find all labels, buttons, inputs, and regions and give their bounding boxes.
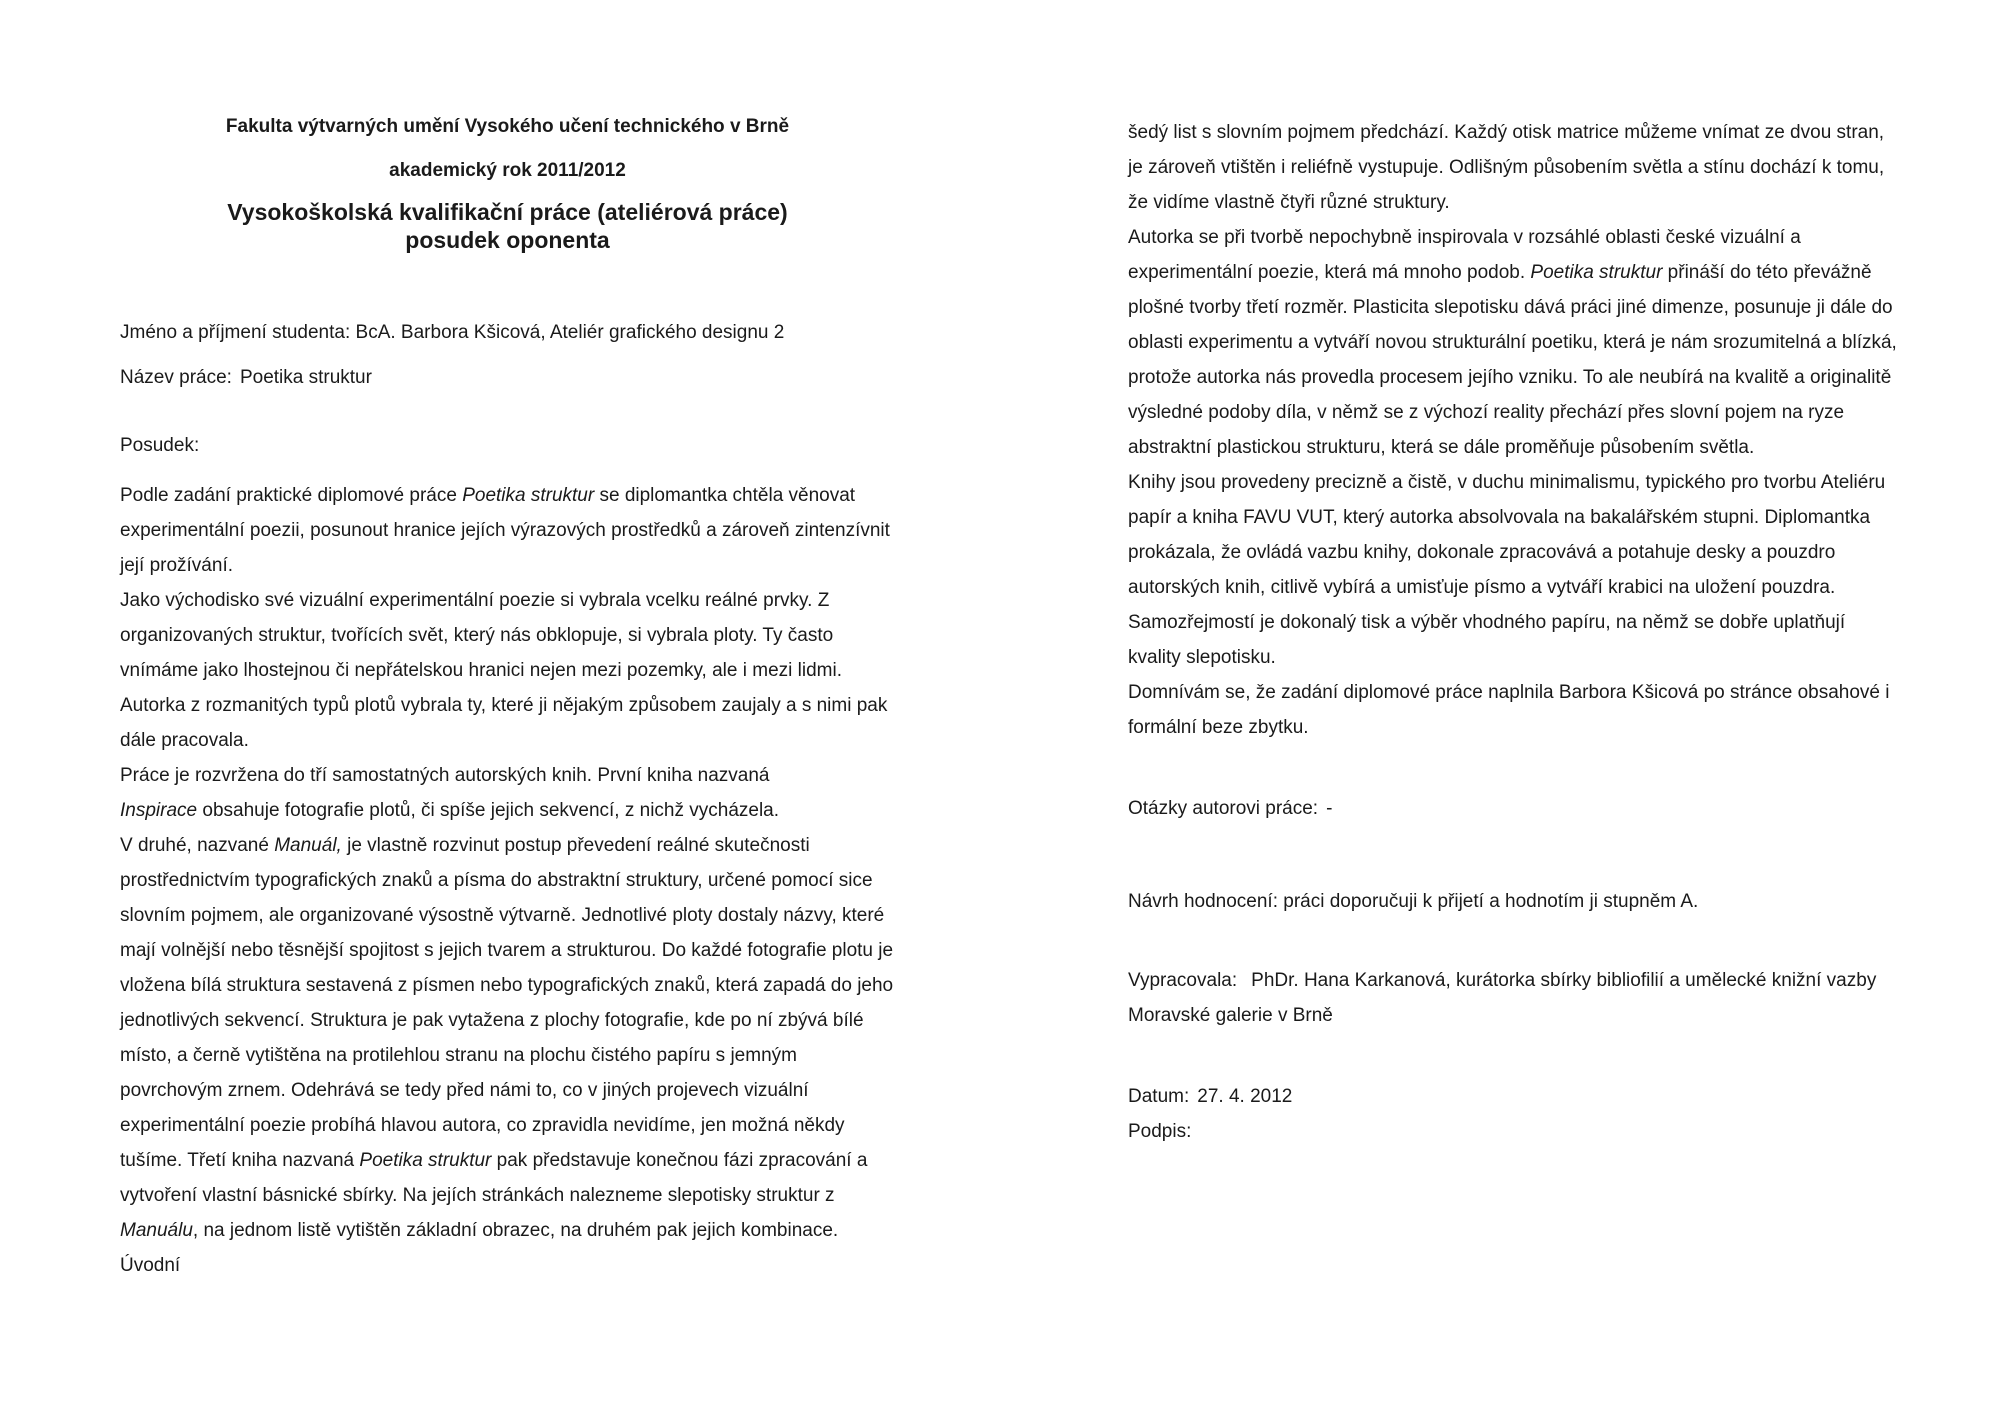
work-title-value: Poetika struktur — [239, 367, 372, 388]
document-title-line2: posudek oponenta — [405, 227, 610, 253]
date-value: 27. 4. 2012 — [1197, 1086, 1293, 1107]
date-label: Datum: — [1128, 1086, 1190, 1107]
document-title — [120, 198, 895, 254]
review-body-right — [1128, 115, 1898, 745]
student-label: Jméno a příjmení studenta: — [120, 322, 351, 343]
prepared-by-field — [1128, 963, 1898, 1033]
review-paragraph-4-part2: šedý list s slovním pojmem předchází. Každý otisk matrice můžeme vnímat ze dvou stran, je zároveň vtištěn i reliéfně vystupuje. Odlišným působením světla a stínu dochází k tomu, že vidíme vlastně čtyři různé struktury. — [1128, 122, 1885, 213]
faculty-heading: Fakulta výtvarných umění Vysokého učení technického v Brně — [225, 116, 790, 137]
student-field — [120, 321, 895, 345]
review-paragraph-7: Domnívám se, že zadání diplomové práce naplnila Barbora Kšicová po stránce obsahové i formální beze zbytku. — [1128, 682, 1890, 738]
signature-label: Podpis: — [1128, 1121, 1192, 1142]
student-value: BcA. Barbora Kšicová, Ateliér grafického designu 2 — [355, 322, 785, 343]
work-title-field — [120, 366, 895, 390]
date-field — [1128, 1079, 1898, 1114]
prepared-by-label: Vypracovala: — [1128, 970, 1238, 991]
right-column — [1128, 115, 1898, 1149]
review-paragraph-4-part1: V druhé, nazvané Manuál, je vlastně rozvinut postup převedení reálné skutečnosti prostřednictvím typografických znaků a písma do abstraktní struktury, určené pomocí sice slovním pojmem, ale organizované výsostně výtvarně. Jednotlivé ploty dostaly názvy, které mají volnější nebo těsnější spojitost s jejich tvarem a strukturou. Do každé fotografie plotu je vložena bílá struktura sestavená z písmen nebo typografických znaků, která zapadá do jeho jednotlivých sekvencí. Struktura je pak vytažena z plochy fotografie, kde po ní zbývá bílé místo, a černě vytištěna na protilehlou stranu na plochu čistého papíru s jemným povrchovým zrnem. Odehrává se tedy před námi to, co v jiných projevech vizuální experimentální poezie probíhá hlavou autora, co zpravidla nevidíme, jen možná někdy tušíme. Třetí kniha nazvaná Poetika struktur pak představuje konečnou fázi zpracování a vytvoření vlastní básnické sbírky. Na jejích stránkách nalezneme slepotisky struktur z Manuálu, na jednom listě vytištěn základní obrazec, na druhém pak jejich kombinace. Úvodní — [120, 835, 894, 1276]
prepared-by-value: PhDr. Hana Karkanová, kurátorka sbírky bibliofilií a umělecké knižní vazby Moravské galerie v Brně — [1128, 970, 1877, 1026]
review-body-left — [120, 478, 895, 1283]
document-title-line1: Vysokoškolská kvalifikační práce (ateliérová práce) — [227, 199, 788, 225]
academic-year: akademický rok 2011/2012 — [389, 160, 626, 181]
questions-field — [1128, 791, 1898, 826]
review-paragraph-5: Autorka se při tvorbě nepochybně inspirovala v rozsáhlé oblasti české vizuální a experimentální poezie, která má mnoho podob. Poetika struktur přináší do této převážně plošné tvorby třetí rozměr. Plasticita slepotisku dává práci jiné dimenze, posunuje ji dále do oblasti experimentu a vytváří novou strukturální poetiku, která je nám srozumitelná a blízká, protože autorka nás provedla procesem jejího vzniku. To ale neubírá na kvalitě a originalitě výsledné podoby díla, v němž se z výchozí reality přechází přes slovní pojem na ryze abstraktní plastickou strukturu, která se dále proměňuje působením světla. — [1128, 227, 1897, 458]
questions-label: Otázky autorovi práce: — [1128, 798, 1319, 819]
left-column — [120, 115, 895, 1283]
review-paragraph-3: Práce je rozvržena do tří samostatných autorských knih. První kniha nazvaná Inspirace obsahuje fotografie plotů, či spíše jejich sekvencí, z nichž vycházela. — [120, 765, 780, 821]
review-paragraph-2: Jako východisko své vizuální experimentální poezie si vybrala vcelku reálné prvky. Z organizovaných struktur, tvořících svět, který nás obklopuje, si vybrala ploty. Ty často vnímáme jako lhostejnou či nepřátelskou hranici nejen mezi pozemky, ale i mezi lidmi. Autorka z rozmanitých typů plotů vybrala ty, které ji nějakým způsobem zaujaly a s nimi pak dále pracovala. — [120, 590, 888, 751]
questions-value: - — [1326, 798, 1333, 819]
review-paragraph-1: Podle zadání praktické diplomové práce Poetika struktur se diplomantka chtěla věnovat experimentální poezii, posunout hranice jejích výrazových prostředků a zároveň zintenzívnit její prožívání. — [120, 485, 890, 576]
evaluation-proposal: Návrh hodnocení: práci doporučuji k přijetí a hodnotím ji stupněm A. — [1128, 891, 1699, 912]
review-paragraph-6: Knihy jsou provedeny precizně a čistě, v duchu minimalismu, typického pro tvorbu Ateliéru papír a kniha FAVU VUT, který autorka absolvovala na bakalářském stupni. Diplomantka prokázala, že ovládá vazbu knihy, dokonale zpracovává a potahuje desky a pouzdro autorských knih, citlivě vybírá a umisťuje písmo a vytváří krabici na uložení pouzdra. Samozřejmostí je dokonalý tisk a výběr vhodného papíru, na němž se dobře uplatňují kvality slepotisku. — [1128, 472, 1886, 668]
review-label: Posudek: — [120, 435, 200, 456]
work-title-label: Název práce: — [120, 367, 232, 388]
